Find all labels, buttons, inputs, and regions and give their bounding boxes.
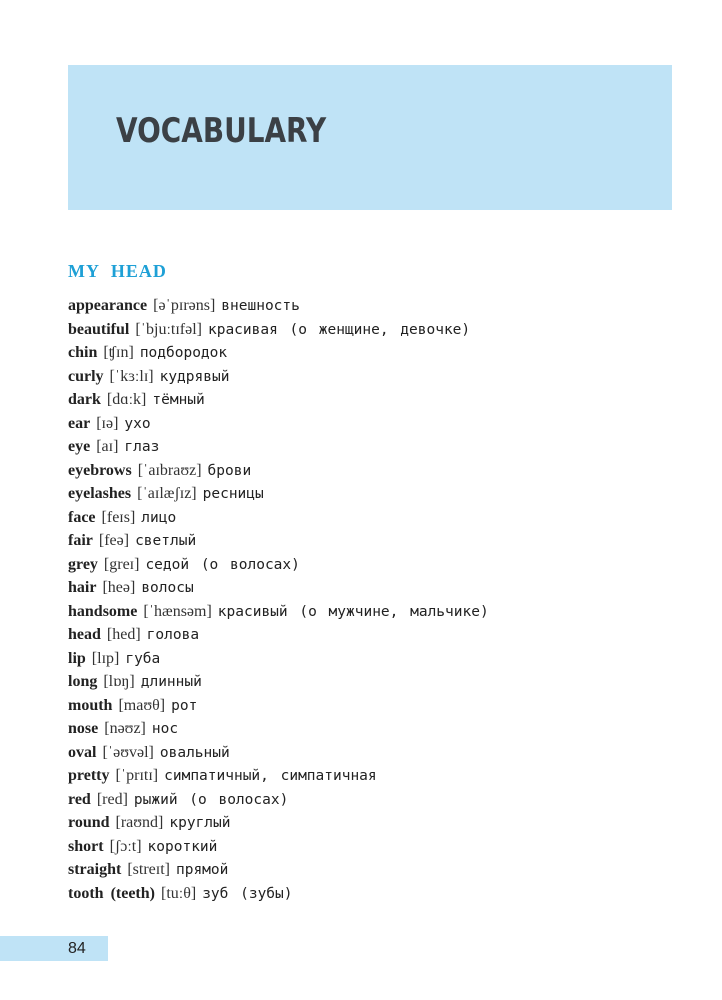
vocab-transcription: [red] bbox=[96, 790, 128, 808]
vocab-word: curly bbox=[68, 367, 104, 385]
vocab-word: eyebrows bbox=[68, 461, 132, 479]
vocab-transcription: [ˈprɪtɪ] bbox=[115, 767, 159, 784]
section-title: MY HEAD bbox=[68, 261, 167, 281]
vocab-entry bbox=[68, 647, 688, 671]
vocab-transcription: [ˈaɪlæʃɪz] bbox=[137, 485, 197, 502]
vocab-transcription: [ˈaɪbraʊz] bbox=[137, 461, 202, 479]
vocab-word: long bbox=[68, 673, 98, 690]
vocab-translation: кудрявый bbox=[159, 368, 230, 385]
vocab-word: round bbox=[68, 814, 110, 831]
page-title: VOCABULARY bbox=[116, 111, 327, 151]
vocab-translation: красивая (о женщине, девочке) bbox=[207, 321, 471, 338]
vocab-entry bbox=[68, 459, 688, 483]
vocab-entry bbox=[68, 294, 688, 318]
vocab-entry bbox=[68, 600, 688, 624]
vocab-translation: зуб (зубы) bbox=[202, 885, 293, 902]
vocab-word: straight bbox=[68, 861, 122, 878]
vocab-word: ear bbox=[68, 414, 91, 432]
vocab-entry bbox=[68, 529, 688, 553]
vocab-transcription: [dɑːk] bbox=[106, 391, 147, 408]
vocab-transcription: [feɪs] bbox=[101, 508, 136, 526]
vocab-word: fair bbox=[68, 532, 93, 549]
vocab-transcription: [ˈəʊvəl] bbox=[102, 743, 154, 761]
vocabulary-list bbox=[68, 294, 688, 905]
vocab-entry bbox=[68, 506, 688, 530]
vocab-translation: ухо bbox=[124, 415, 151, 432]
vocab-word: beautiful bbox=[68, 320, 130, 338]
vocab-word: dark bbox=[68, 391, 101, 408]
vocab-translation: глаз bbox=[124, 439, 160, 455]
vocab-transcription: [maʊθ] bbox=[118, 696, 166, 714]
vocab-entry bbox=[68, 717, 688, 741]
vocab-translation: брови bbox=[207, 462, 252, 479]
vocab-word: face bbox=[68, 508, 96, 526]
vocab-translation: седой (о волосах) bbox=[145, 556, 300, 573]
vocab-translation: внешность bbox=[221, 298, 300, 314]
vocab-word: mouth bbox=[68, 696, 113, 714]
vocab-transcription: [ˈhænsəm] bbox=[143, 602, 212, 620]
vocab-entry bbox=[68, 764, 688, 788]
vocab-translation: овальный bbox=[159, 744, 230, 761]
vocab-entry bbox=[68, 365, 688, 389]
vocab-translation: круглый bbox=[169, 815, 231, 831]
vocab-entry bbox=[68, 435, 688, 459]
vocab-word: pretty bbox=[68, 767, 110, 784]
vocab-entry bbox=[68, 412, 688, 436]
vocab-entry bbox=[68, 553, 688, 577]
page-number-tab bbox=[0, 936, 108, 961]
vocab-transcription: [greɪ] bbox=[103, 555, 140, 573]
vocab-translation: прямой bbox=[175, 862, 229, 878]
vocab-transcription: [ʧɪn] bbox=[103, 344, 134, 361]
vocab-transcription: [hed] bbox=[106, 626, 141, 643]
page-number: 84 bbox=[68, 940, 86, 957]
vocab-translation: рот bbox=[171, 697, 198, 714]
vocab-transcription: [raʊnd] bbox=[115, 814, 164, 831]
vocab-translation: тёмный bbox=[152, 392, 205, 408]
vocab-transcription: [lɒŋ] bbox=[103, 673, 135, 690]
vocab-entry bbox=[68, 318, 688, 342]
vocab-transcription: [feə] bbox=[98, 532, 130, 549]
vocab-word: oval bbox=[68, 743, 97, 761]
vocab-entry bbox=[68, 788, 688, 812]
vocab-transcription: [ˈbjuːtɪfəl] bbox=[135, 320, 202, 338]
vocab-translation: ресницы bbox=[202, 486, 264, 502]
title-banner bbox=[68, 65, 672, 210]
vocab-word: red bbox=[68, 790, 91, 808]
vocab-transcription: [nəʊz] bbox=[104, 720, 146, 737]
vocab-entry bbox=[68, 482, 688, 506]
vocab-translation: короткий bbox=[147, 838, 218, 855]
vocab-transcription: [lɪp] bbox=[91, 649, 120, 667]
vocab-word: head bbox=[68, 626, 101, 643]
vocab-entry bbox=[68, 741, 688, 765]
vocab-translation: длинный bbox=[140, 674, 202, 690]
vocab-translation: рыжий (о волосах) bbox=[133, 791, 289, 808]
vocab-word: eye bbox=[68, 438, 91, 455]
vocab-transcription: [əˈpɪrəns] bbox=[153, 297, 216, 314]
vocab-entry bbox=[68, 623, 688, 647]
vocab-word: handsome bbox=[68, 602, 138, 620]
vocab-word: nose bbox=[68, 720, 99, 737]
vocab-transcription: [ɪə] bbox=[96, 414, 119, 432]
vocab-translation: красивый (о мужчине, мальчике) bbox=[217, 603, 489, 620]
vocab-translation: светлый bbox=[135, 533, 197, 549]
vocab-word: hair bbox=[68, 579, 97, 596]
vocab-transcription: [heə] bbox=[102, 579, 136, 596]
vocab-entry bbox=[68, 341, 688, 365]
vocab-translation: симпатичный, симпатичная bbox=[164, 768, 377, 784]
vocab-transcription: [streɪt] bbox=[127, 861, 170, 878]
vocab-word: appearance bbox=[68, 297, 148, 314]
vocab-translation: голова bbox=[146, 627, 200, 643]
vocab-translation: нос bbox=[151, 721, 179, 737]
vocab-entry bbox=[68, 811, 688, 835]
vocab-transcription: [tuːθ] bbox=[160, 884, 197, 902]
vocab-entry bbox=[68, 835, 688, 859]
vocab-entry bbox=[68, 670, 688, 694]
vocab-plural: (teeth) bbox=[110, 884, 155, 902]
vocab-word: short bbox=[68, 837, 104, 855]
vocab-transcription: [aɪ] bbox=[96, 438, 119, 455]
vocab-entry bbox=[68, 576, 688, 600]
vocab-translation: лицо bbox=[141, 509, 177, 526]
vocab-word: tooth bbox=[68, 884, 104, 902]
vocab-entry bbox=[68, 882, 688, 906]
vocab-transcription: [ˈkɜːlɪ] bbox=[109, 367, 154, 385]
vocab-word: grey bbox=[68, 555, 98, 573]
vocab-entry bbox=[68, 388, 688, 412]
vocab-translation: волосы bbox=[141, 580, 194, 596]
vocab-transcription: [ʃɔːt] bbox=[109, 837, 142, 855]
vocab-translation: подбородок bbox=[139, 345, 228, 361]
vocab-entry bbox=[68, 694, 688, 718]
vocab-translation: губа bbox=[125, 650, 161, 667]
vocab-word: lip bbox=[68, 649, 86, 667]
vocab-word: eyelashes bbox=[68, 485, 132, 502]
vocab-entry bbox=[68, 858, 688, 882]
vocab-word: chin bbox=[68, 344, 98, 361]
